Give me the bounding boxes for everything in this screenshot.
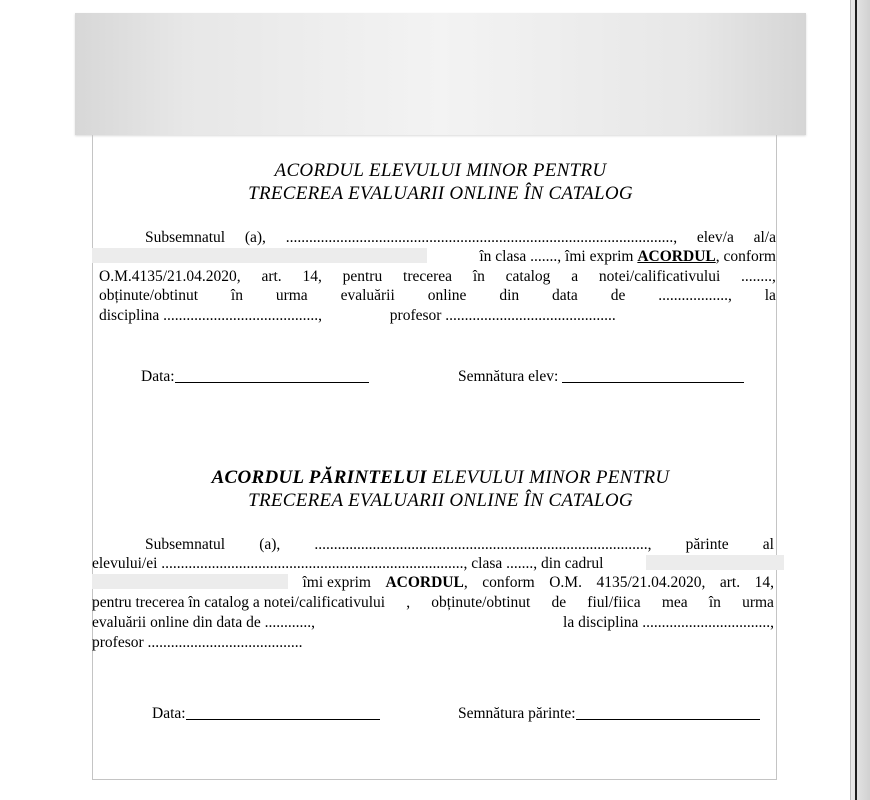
redacted-text [646, 555, 784, 570]
redacted-text [92, 248, 427, 263]
date-underline [175, 369, 369, 383]
blurred-header [75, 13, 806, 135]
parent-paragraph-line2: elevului/ei .............................................................................., clasa ......., din cadrul [92, 555, 784, 573]
signature-underline [576, 706, 760, 720]
parent-paragraph-line1: Subsemnatul (a), ......................................................................................, părinte al [145, 536, 774, 553]
student-paragraph-line5: disciplina ........................................, profesor ............................................ [99, 307, 616, 324]
student-signature-field[interactable]: Semnătura elev: [458, 368, 744, 386]
student-paragraph-line2: în clasa ......., îmi exprim ACORDUL, conform [92, 248, 776, 266]
signature-underline [562, 369, 744, 383]
student-paragraph-line3: O.M.4135/21.04.2020, art. 14, pentru trecerea în catalog a notei/calificativului ........, [99, 268, 776, 285]
student-paragraph-line4: obținute/obtinut în urma evaluării online din data de .................., la [99, 287, 776, 304]
parent-paragraph-line3: îmi exprim ACORDUL, conform O.M. 4135/21.04.2020, art. 14, [92, 574, 774, 592]
student-title-line2: TRECEREA EVALUARII ONLINE ÎN CATALOG [248, 183, 633, 204]
redacted-text [92, 574, 288, 589]
student-date-field[interactable]: Data: [141, 368, 369, 386]
parent-signature-field[interactable]: Semnătura părinte: [458, 705, 760, 723]
date-underline [186, 706, 380, 720]
student-title-line1: ACORDUL ELEVULUI MINOR PENTRU [274, 160, 607, 181]
parent-title-line1: ACORDUL PĂRINTELUI ELEVULUI MINOR PENTRU [211, 467, 670, 488]
parent-title-line2: TRECEREA EVALUARII ONLINE ÎN CATALOG [248, 490, 633, 511]
parent-date-field[interactable]: Data: [152, 705, 380, 723]
parent-paragraph-line4: pentru trecerea în catalog a notei/calificativului , obținute/obtinut de fiul/fiica mea în urma [92, 594, 774, 611]
parent-paragraph-line5: evaluării online din data de ............, la disciplina ................................., [92, 614, 774, 631]
window-right-edge [850, 0, 870, 800]
parent-paragraph-line6: profesor ........................................ [92, 634, 303, 651]
student-paragraph-line1: Subsemnatul (a), ...................................................................................................., elev/a al/a [145, 229, 776, 246]
